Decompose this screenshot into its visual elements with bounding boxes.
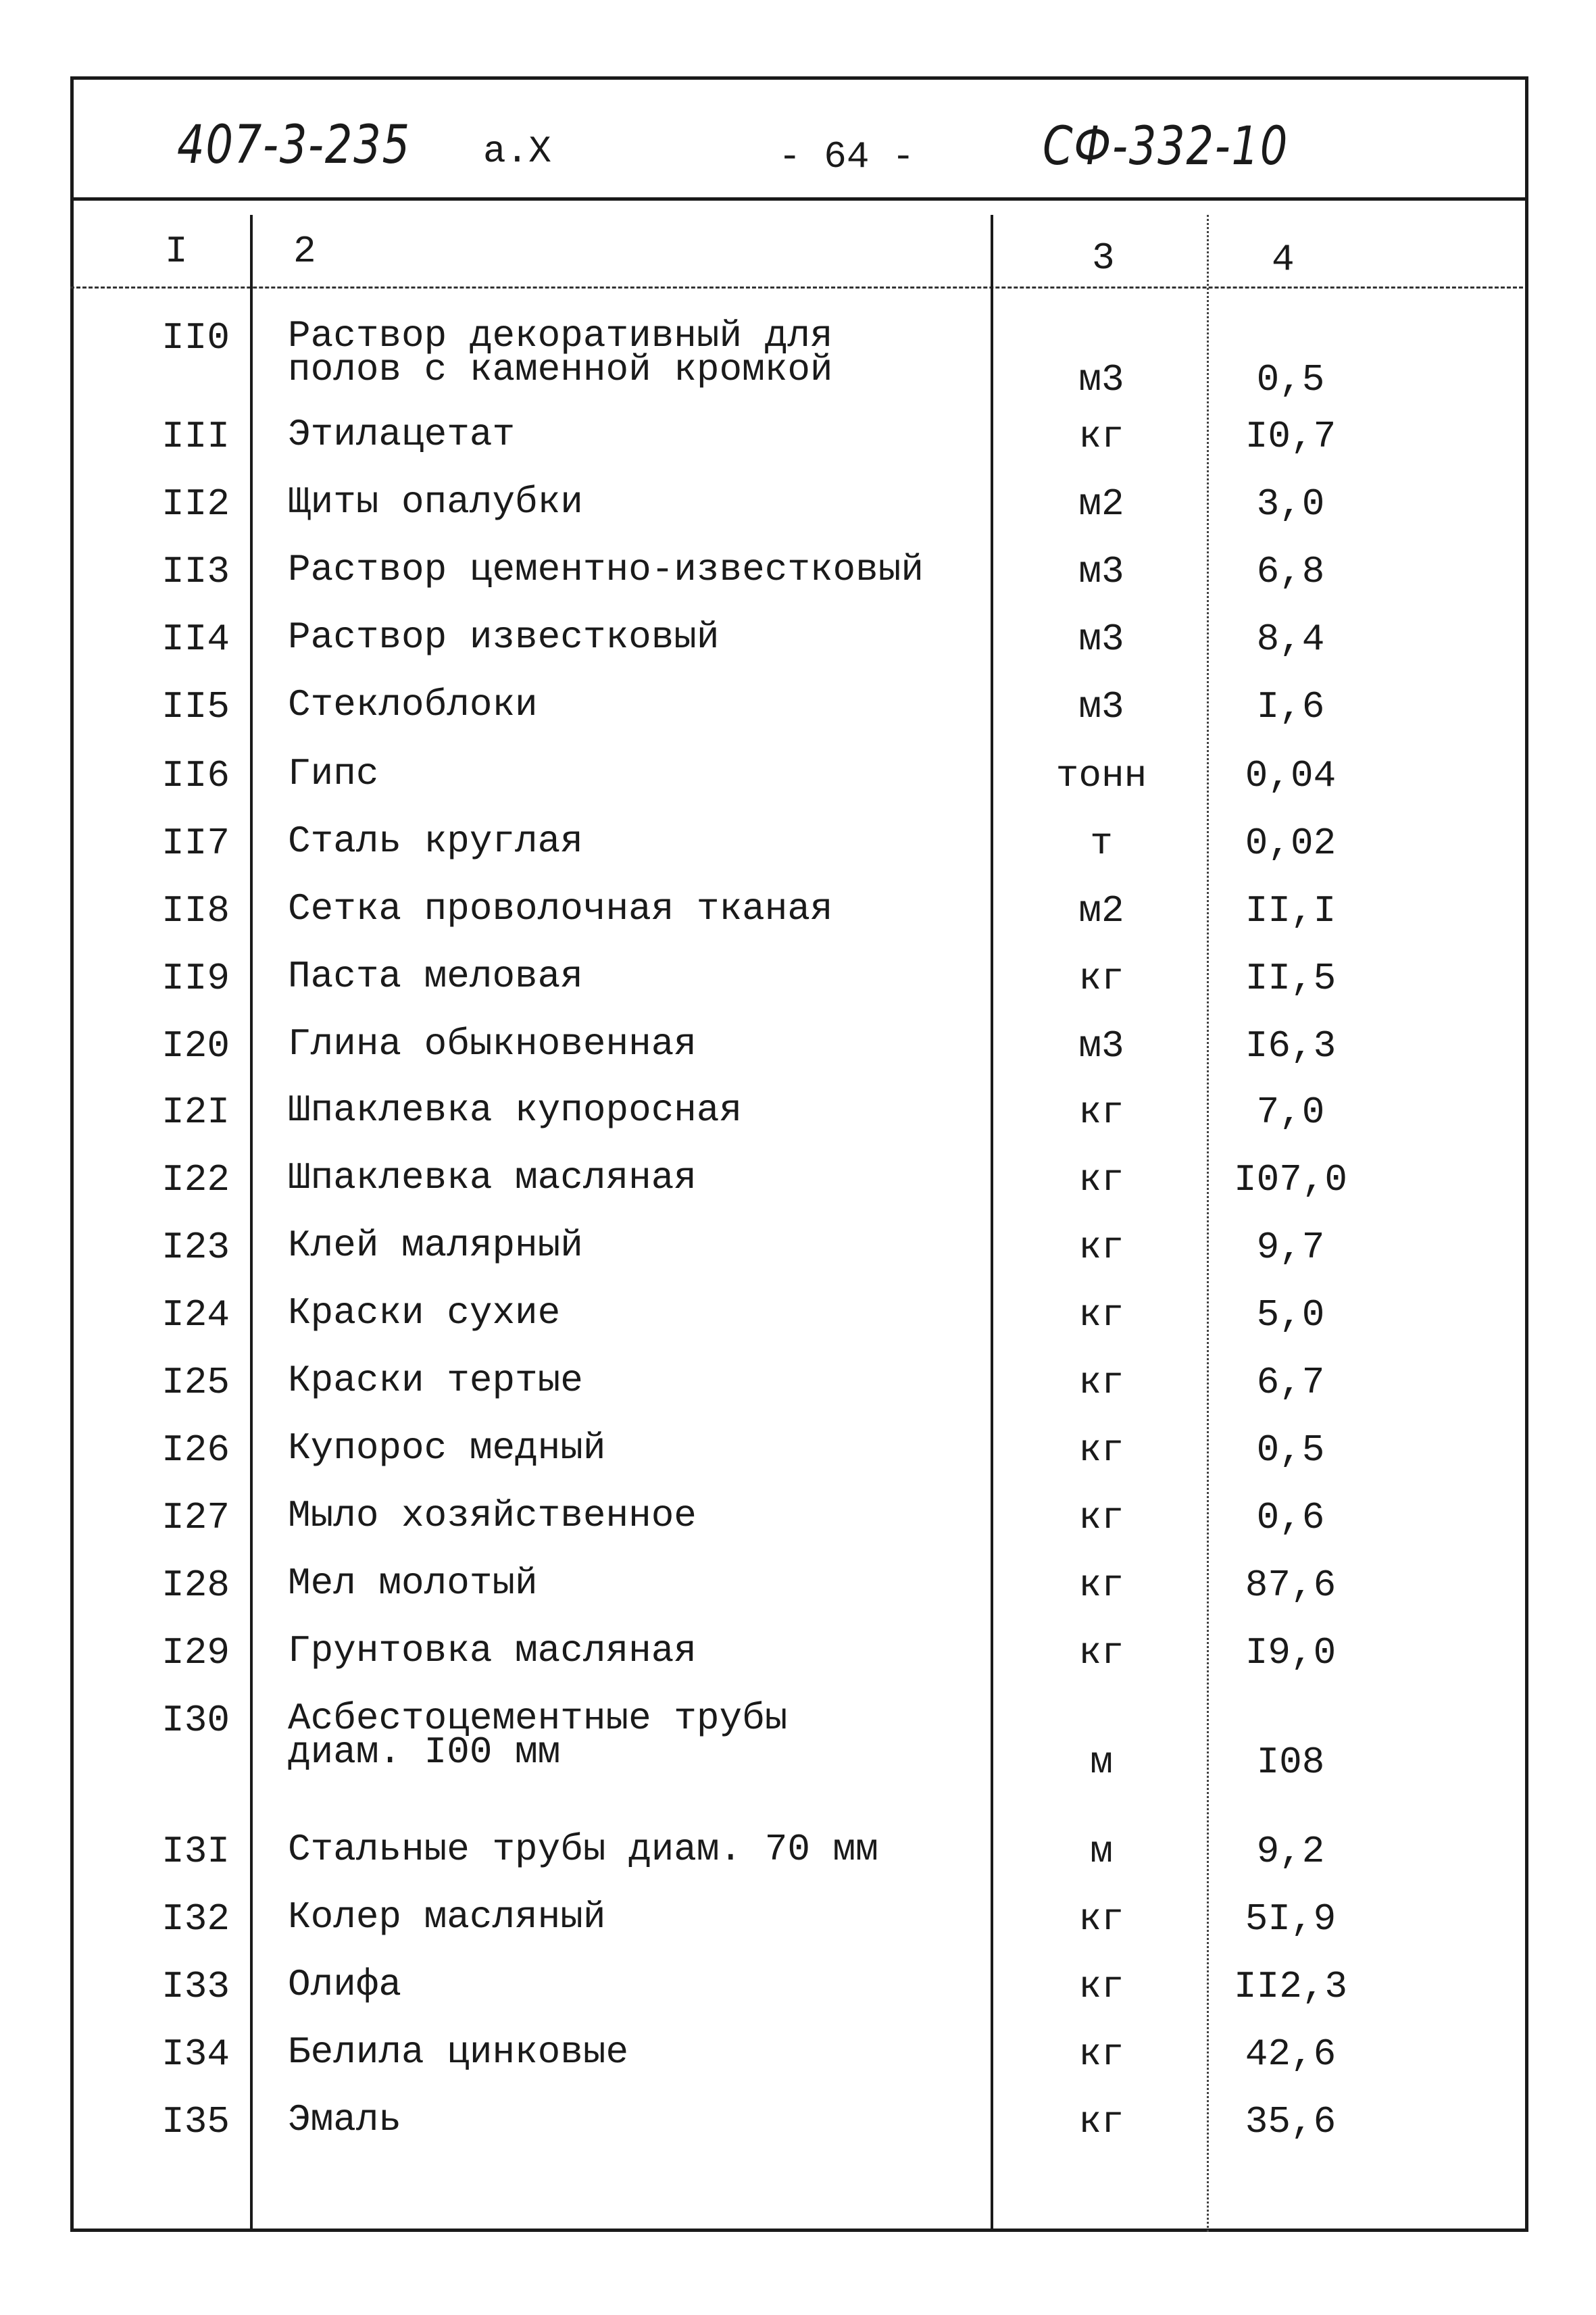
material-name: Сетка проволочная тканая [288,887,833,930]
row-number: I22 [161,1158,230,1201]
row-number: I23 [161,1226,230,1269]
title-divider [70,197,1528,201]
row-number: II2 [161,482,230,526]
unit: м2 [1078,889,1124,932]
unit: м [1090,1830,1113,1873]
row-number: I28 [161,1564,230,1607]
unit: кг [1078,1496,1124,1539]
row-number: I30 [161,1699,230,1742]
material-name: Эмаль [288,2098,402,2141]
quantity: 8,4 [1256,618,1325,661]
quantity: 5,0 [1256,1293,1325,1337]
row-number: II9 [161,957,230,1000]
unit: кг [1078,1965,1124,2008]
material-name: Глина обыкновенная [288,1022,697,1066]
column-header-1: I [165,230,188,273]
column-header-divider [70,287,1523,289]
quantity: I,6 [1256,685,1325,728]
column-header-4: 4 [1272,238,1295,281]
unit: кг [1078,1428,1124,1472]
quantity: II2,3 [1233,1965,1348,2008]
quantity: II,5 [1245,957,1337,1000]
document-code: 407-3-235 [177,115,411,176]
unit: м3 [1078,358,1124,401]
quantity: 3,0 [1256,482,1325,526]
sheet-code: СФ-332-10 [1043,116,1289,177]
quantity: I07,0 [1233,1158,1348,1201]
unit: кг [1078,1564,1124,1607]
row-number: I29 [161,1631,230,1674]
material-name: Грунтовка масляная [288,1629,697,1672]
material-name: Этилацетат [288,413,516,456]
quantity: 5I,9 [1245,1897,1337,1941]
material-name: Мыло хозяйственное [288,1494,697,1537]
unit: кг [1078,1897,1124,1941]
row-number: I27 [161,1496,230,1539]
row-number: I33 [161,1965,230,2008]
unit: м3 [1078,1024,1124,1068]
row-number: II5 [161,685,230,728]
quantity: 6,7 [1256,1361,1325,1404]
unit: тонн [1055,754,1147,797]
unit: кг [1078,2033,1124,2076]
row-number: I3I [161,1830,230,1873]
column-header-2: 2 [293,230,316,273]
quantity: I08 [1256,1741,1325,1784]
quantity: 0,5 [1256,358,1325,401]
row-number: I26 [161,1428,230,1472]
material-name: Краски сухие [288,1291,561,1335]
row-number: I34 [161,2033,230,2076]
row-number: II0 [161,316,230,359]
material-name: Олифа [288,1963,402,2006]
quantity: I6,3 [1245,1024,1337,1068]
quantity: I0,7 [1245,415,1337,458]
row-number: II8 [161,889,230,932]
row-number: I20 [161,1024,230,1068]
material-name: Раствор цементно-известковый [288,548,924,591]
quantity: 0,02 [1245,822,1337,865]
unit: м3 [1078,550,1124,593]
unit: кг [1078,415,1124,458]
row-number: I35 [161,2100,230,2143]
quantity: 9,7 [1256,1226,1325,1269]
material-name: Шпаклевка купоросная [288,1089,743,1132]
quantity: I9,0 [1245,1631,1337,1674]
material-name: Купорос медный [288,1426,606,1470]
unit: м3 [1078,618,1124,661]
material-name: Колер масляный [288,1895,606,1939]
quantity: 0,6 [1256,1496,1325,1539]
material-name: Клей малярный [288,1224,583,1267]
quantity: 0,04 [1245,754,1337,797]
row-number: I32 [161,1897,230,1941]
unit: кг [1078,2100,1124,2143]
material-name: Мел молотый [288,1562,538,1605]
page-number: - 64 - [778,135,915,178]
quantity: 0,5 [1256,1428,1325,1472]
unit: кг [1078,1158,1124,1201]
material-name: Щиты опалубки [288,480,583,524]
unit: кг [1078,1361,1124,1404]
row-number: II6 [161,754,230,797]
material-name: Стеклоблоки [288,683,538,726]
quantity: 42,6 [1245,2033,1337,2076]
material-name: Асбестоцементные трубы диам. I00 мм [288,1697,788,1774]
unit: кг [1078,1226,1124,1269]
material-name: Раствор декоративный для полов с каменной кромкой [288,314,833,391]
row-number: II3 [161,550,230,593]
row-number: I24 [161,1293,230,1337]
column-divider-2 [991,215,993,2232]
unit: кг [1078,1293,1124,1337]
quantity: II,I [1245,889,1337,932]
row-number: I25 [161,1361,230,1404]
quantity: 9,2 [1256,1830,1325,1873]
unit: м2 [1078,482,1124,526]
unit: м [1090,1741,1113,1784]
row-number: II7 [161,822,230,865]
quantity: 6,8 [1256,550,1325,593]
material-name: Паста меловая [288,955,583,998]
row-number: III [161,415,230,458]
unit: кг [1078,1091,1124,1134]
quantity: 7,0 [1256,1091,1325,1134]
row-number: II4 [161,618,230,661]
material-name: Гипс [288,752,379,795]
row-number: I2I [161,1091,230,1134]
album-label: а.Х [483,130,551,173]
column-divider-1 [250,215,253,2232]
material-name: Белила цинковые [288,2031,629,2074]
material-name: Сталь круглая [288,820,583,863]
material-name: Стальные трубы диам. 70 мм [288,1828,878,1871]
unit: кг [1078,1631,1124,1674]
quantity: 87,6 [1245,1564,1337,1607]
column-header-3: 3 [1092,237,1115,280]
material-name: Краски тертые [288,1359,583,1402]
unit: кг [1078,957,1124,1000]
material-name: Шпаклевка масляная [288,1156,697,1199]
unit: м3 [1078,685,1124,728]
material-name: Раствор известковый [288,616,720,659]
quantity: 35,6 [1245,2100,1337,2143]
unit: т [1090,822,1113,865]
